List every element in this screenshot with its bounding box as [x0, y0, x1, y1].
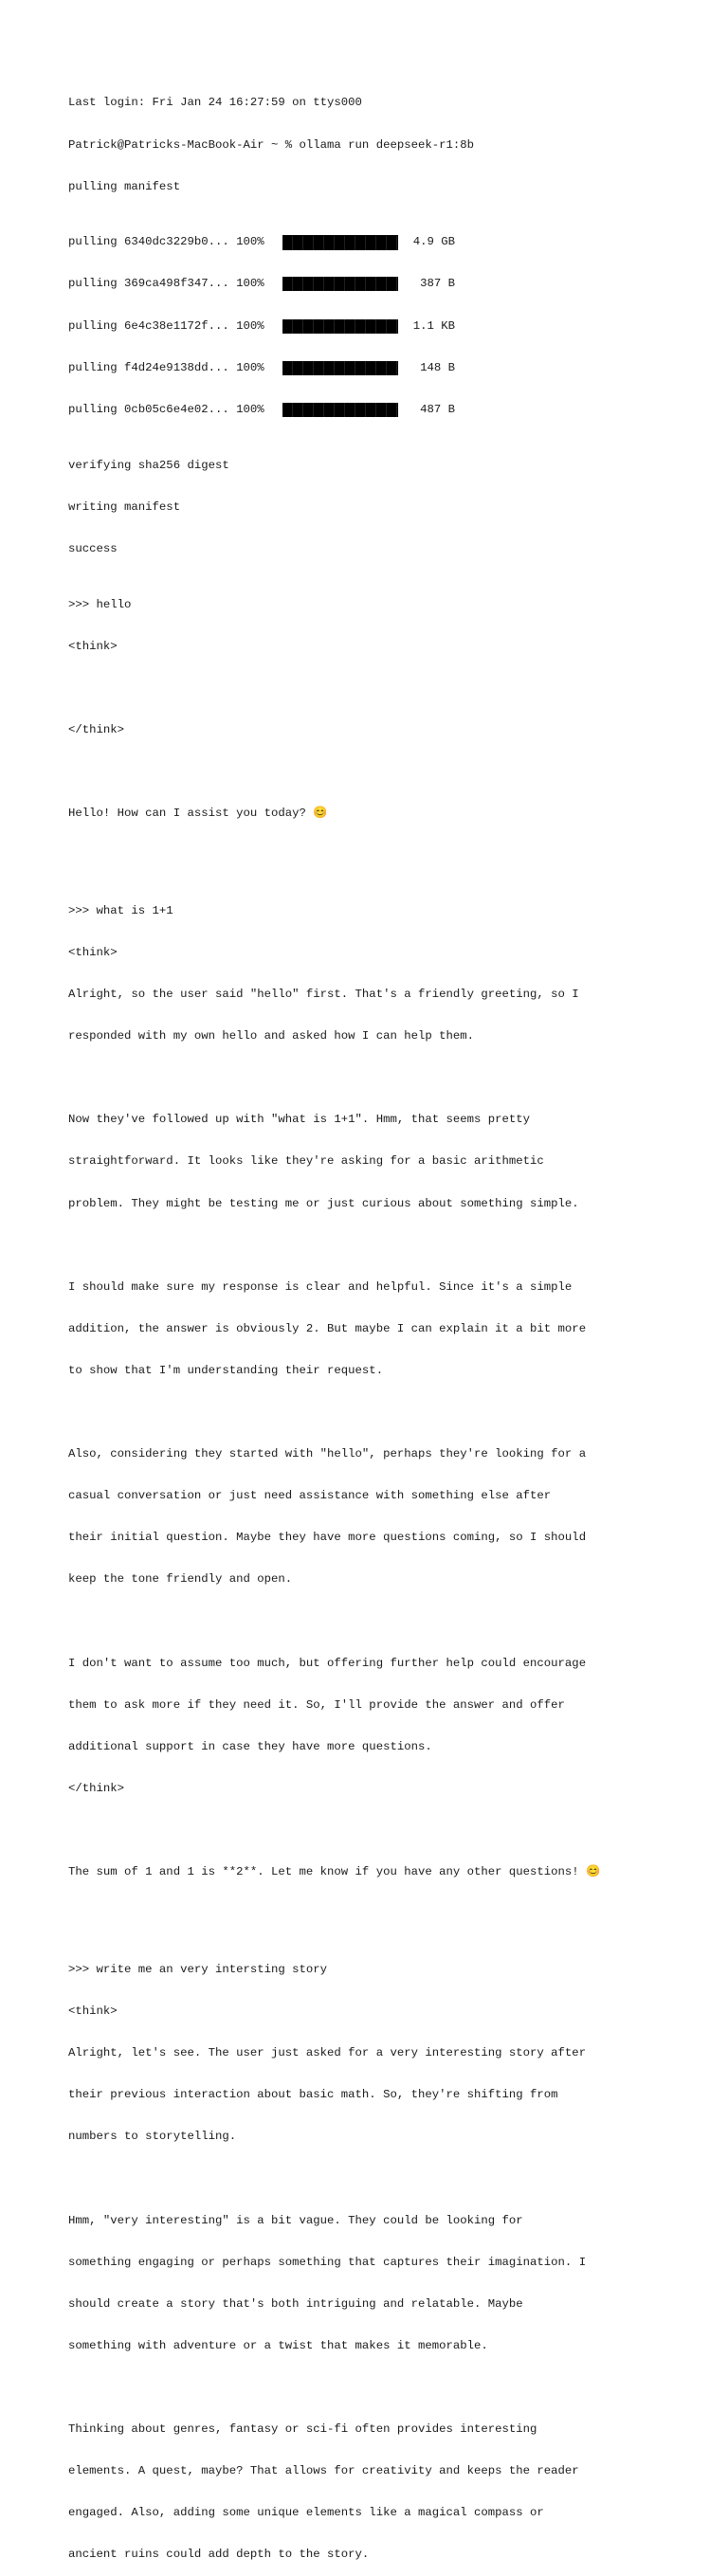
think-open-tag: <think>	[68, 2005, 118, 2019]
progress-bar	[282, 277, 398, 291]
thinking-text: their previous interaction about basic math. So, they're shifting from	[68, 2088, 558, 2102]
success-line: success	[68, 541, 118, 555]
progress-bar	[282, 319, 398, 334]
progress-bar	[282, 403, 398, 417]
think-open-tag: <think>	[68, 946, 118, 959]
thinking-text: ancient ruins could add depth to the story.	[68, 2548, 370, 2562]
pull-row	[68, 361, 675, 375]
thinking-text: Hmm, "very interesting" is a bit vague. They could be looking for	[68, 2213, 523, 2227]
thinking-text: Now they've followed up with "what is 1+1". Hmm, that seems pretty	[68, 1113, 531, 1127]
thinking-text: responded with my own hello and asked how I can help them.	[68, 1029, 475, 1043]
pull-layer-size: 1.1 KB	[412, 318, 455, 333]
thinking-text: elements. A quest, maybe? That allows for creativity and keeps the reader	[68, 2464, 579, 2478]
login-line: Last login: Fri Jan 24 16:27:59 on ttys000	[68, 96, 362, 110]
thinking-text: Alright, let's see. The user just asked for a very interesting story after	[68, 2046, 587, 2060]
thinking-text: keep the tone friendly and open.	[68, 1572, 293, 1587]
pull-layer-text: pulling 6340dc3229b0... 100%	[68, 235, 264, 249]
user-prompt: >>> what is 1+1	[68, 903, 173, 917]
user-prompt: >>> hello	[68, 597, 132, 611]
thinking-text: to show that I'm understanding their request.	[68, 1363, 384, 1377]
thinking-text: their initial question. Maybe they have more questions coming, so I should	[68, 1531, 587, 1545]
pull-row	[68, 277, 675, 291]
thinking-text: additional support in case they have more questions.	[68, 1739, 432, 1753]
thinking-text: problem. They might be testing me or just curious about something simple.	[68, 1196, 579, 1210]
pull-layer-size: 148 B	[420, 360, 455, 374]
pull-manifest-line: pulling manifest	[68, 179, 181, 193]
pull-row	[68, 403, 675, 417]
pull-layer-text: pulling 0cb05c6e4e02... 100%	[68, 402, 264, 416]
thinking-text: them to ask more if they need it. So, I'll provide the answer and offer	[68, 1697, 565, 1712]
thinking-text: casual conversation or just need assistance with something else after	[68, 1489, 552, 1503]
pull-row	[68, 235, 675, 249]
user-prompt: >>> write me an very intersting story	[68, 1962, 328, 1976]
thinking-text: Alright, so the user said "hello" first. That's a friendly greeting, so I	[68, 988, 579, 1002]
progress-bar	[282, 235, 398, 250]
pull-row	[68, 319, 675, 334]
think-close-tag: </think>	[68, 1781, 125, 1795]
think-open-tag: <think>	[68, 639, 118, 653]
pull-layer-text: pulling 6e4c38e1172f... 100%	[68, 318, 264, 333]
assistant-response: Hello! How can I assist you today? 😊	[68, 807, 328, 821]
pull-layer-size: 387 B	[420, 277, 455, 291]
verify-line: verifying sha256 digest	[68, 458, 229, 472]
thinking-text: straightforward. It looks like they're asking for a basic arithmetic	[68, 1154, 544, 1169]
thinking-text: addition, the answer is obviously 2. But maybe I can explain it a bit more	[68, 1321, 587, 1335]
thinking-text: should create a story that's both intriguing and relatable. Maybe	[68, 2296, 523, 2311]
thinking-text: numbers to storytelling.	[68, 2130, 237, 2144]
thinking-text: something with adventure or a twist that makes it memorable.	[68, 2338, 488, 2352]
thinking-text: I should make sure my response is clear and helpful. Since it's a simple	[68, 1279, 573, 1294]
pull-layer-text: pulling f4d24e9138dd... 100%	[68, 360, 264, 374]
think-close-tag: </think>	[68, 722, 125, 736]
thinking-text: Thinking about genres, fantasy or sci-fi often provides interesting	[68, 2422, 537, 2436]
thinking-text: Also, considering they started with "hello", perhaps they're looking for a	[68, 1447, 587, 1461]
writing-line: writing manifest	[68, 499, 181, 514]
pull-layer-size: 4.9 GB	[412, 235, 455, 249]
shell-prompt-command: Patrick@Patricks-MacBook-Air ~ % ollama run deepseek-r1:8b	[68, 137, 475, 152]
thinking-text: engaged. Also, adding some unique elements like a magical compass or	[68, 2506, 544, 2520]
thinking-text: something engaging or perhaps something that captures their imagination. I	[68, 2255, 587, 2269]
thinking-text: I don't want to assume too much, but offering further help could encourage	[68, 1656, 587, 1670]
pull-layer-size: 487 B	[420, 402, 455, 416]
assistant-response: The sum of 1 and 1 is **2**. Let me know if you have any other questions! 😊	[68, 1865, 601, 1879]
terminal-output	[68, 68, 675, 2576]
pull-layer-text: pulling 369ca498f347... 100%	[68, 277, 264, 291]
progress-bar	[282, 361, 398, 375]
